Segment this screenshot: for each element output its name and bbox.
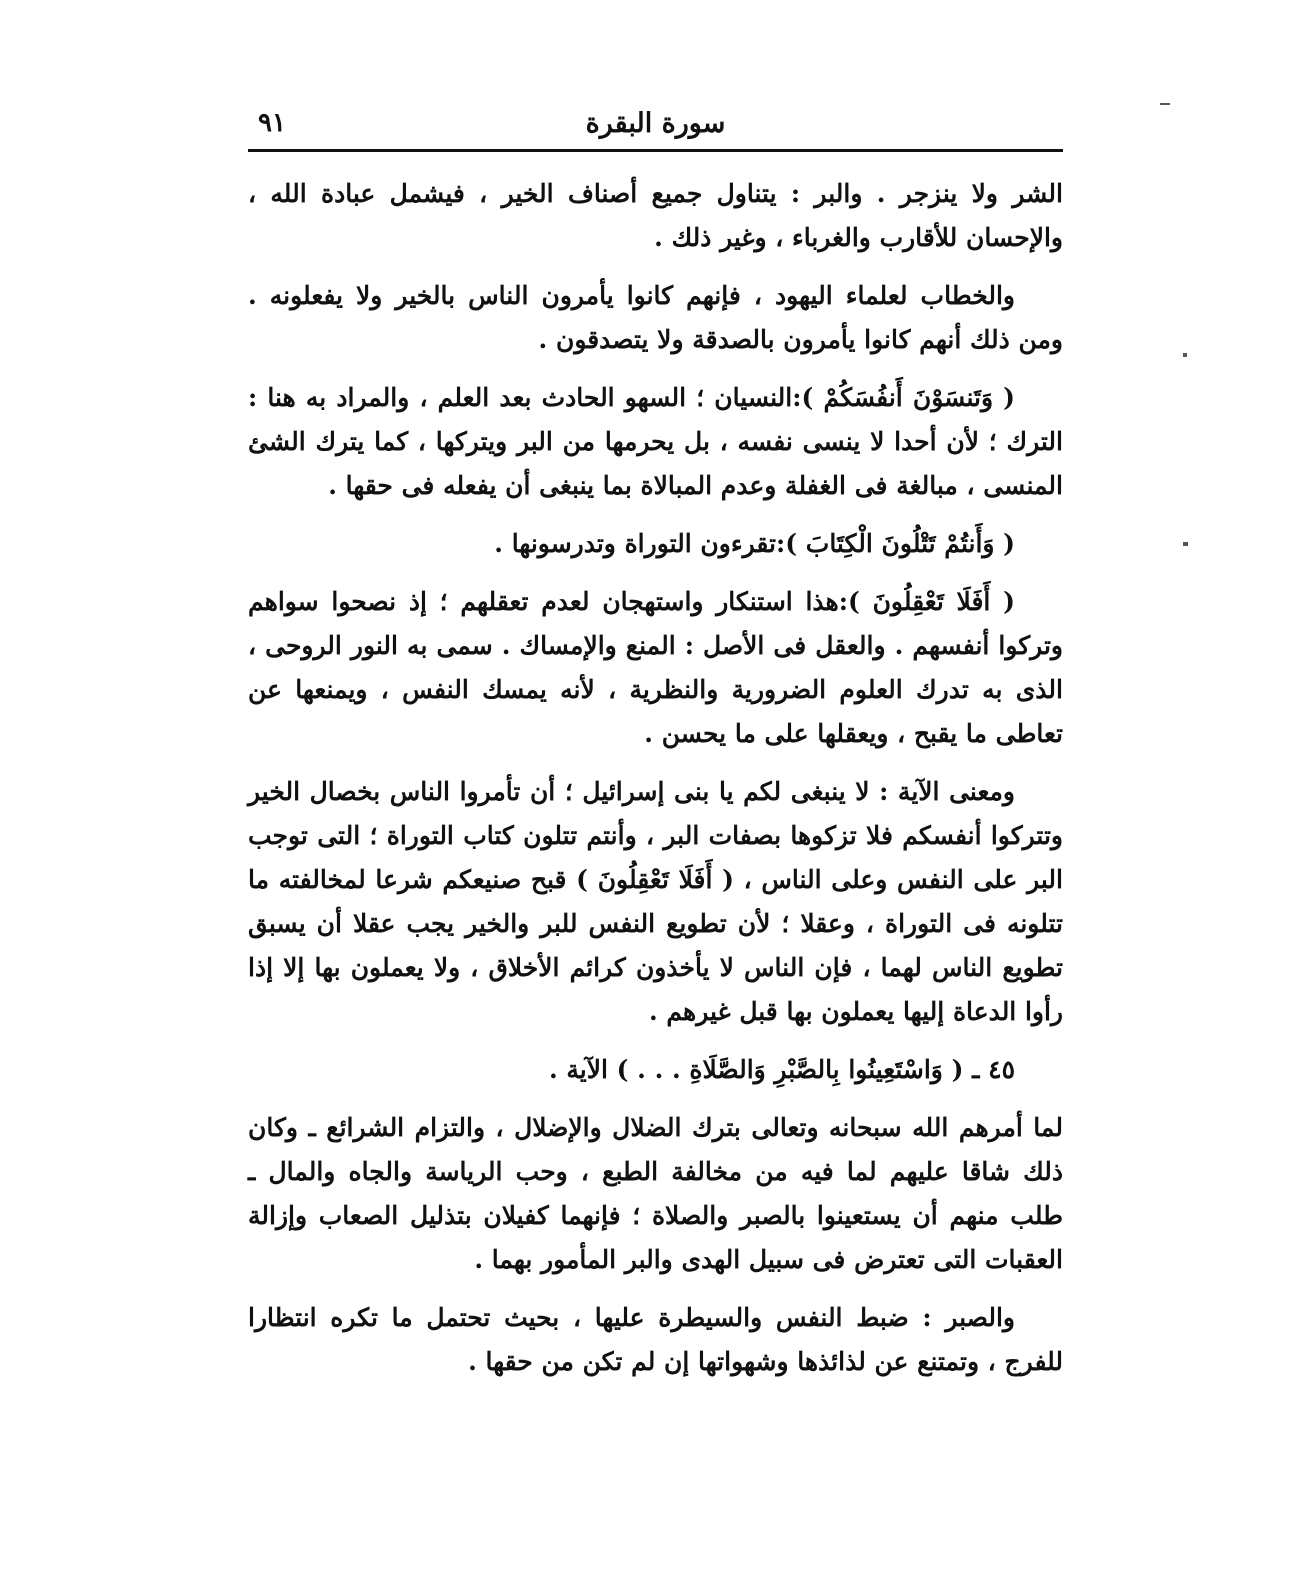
paragraph-1: الشر ولا ينزجر . والبر : يتناول جميع أصناف الخير ، فيشمل عبادة الله ، والإحسان للأقارب والغرباء ، وغير ذلك . bbox=[248, 179, 1063, 252]
quran-quote: ( وَتَنسَوْنَ أَنفُسَكُمْ ) bbox=[801, 383, 1016, 412]
paragraph-6: ومعنى الآية : لا ينبغى لكم يا بنى إسرائيل ؛ أن تأمروا الناس بخصال الخير وتتركوا أنفسكم فلا تزكوها بصفات البر ، وأنتم تتلون كتاب التوراة ؛ التى توجب البر على النفس وعلى الناس ، ( أَفَلَا تَعْقِلُونَ ) قبح صنيعكم شرعا لمخالفته ما تتلونه فى التوراة ، وعقلا ؛ لأن تطويع النفس للبر والخير يجب عقلا أن يسبق تطويع الناس لهما ، فإن الناس لا يأخذون كرائم الأخلاق ، ولا يعملون بها إلا إذا رأوا الدعاة إليها يعملون بها قبل غيرهم . bbox=[248, 777, 1063, 1026]
paragraph-8: لما أمرهم الله سبحانه وتعالى بترك الضلال والإضلال ، والتزام الشرائع ـ وكان ذلك شاقا عليهم لما فيه من مخالفة الطبع ، وحب الرياسة والجاه والمال ـ طلب منهم أن يستعينوا بالصبر والصلاة ؛ فإنهما كفيلان بتذليل الصعاب وإزالة العقبات التى تعترض فى سبيل الهدى والبر المأمور بهما . bbox=[248, 1113, 1063, 1274]
paragraph-5: ( أَفَلَا تَعْقِلُونَ ):هذا استنكار واستهجان لعدم تعقلهم ؛ إذ نصحوا سواهم وتركوا أنفسهم . والعقل فى الأصل : المنع والإمساك . سمى به النور الروحى ، الذى به تدرك العلوم الضرورية والنظرية ، لأنه يمسك النفس ، ويمنعها عن تعاطى ما يقبح ، ويعقلها على ما يحسن . bbox=[248, 587, 1063, 748]
page-number: ٩١ bbox=[258, 108, 286, 138]
paragraph-9: والصبر : ضبط النفس والسيطرة عليها ، بحيث تحتمل ما تكره انتظارا للفرج ، وتمتنع عن لذائذها وشهواتها إن لم تكن من حقها . bbox=[248, 1303, 1063, 1376]
header-rule bbox=[248, 149, 1063, 152]
quran-quote: ( أَفَلَا تَعْقِلُونَ ) bbox=[847, 587, 1015, 616]
body-text bbox=[248, 172, 1063, 1398]
running-title: سورة البقرة bbox=[585, 108, 726, 139]
paragraph-2: والخطاب لعلماء اليهود ، فإنهم كانوا يأمرون الناس بالخير ولا يفعلونه . ومن ذلك أنهم كانوا يأمرون بالصدقة ولا يتصدقون . bbox=[248, 281, 1063, 354]
scan-speck bbox=[1183, 353, 1187, 357]
verse-heading: ٤٥ ـ ( وَاسْتَعِينُوا بِالصَّبْرِ وَالصَّلَاةِ . . . ) الآية . bbox=[548, 1055, 1015, 1084]
paragraph-3: ( وَتَنسَوْنَ أَنفُسَكُمْ ):النسيان ؛ السهو الحادث بعد العلم ، والمراد به هنا : الترك ؛ لأن أحدا لا ينسى نفسه ، بل يحرمها من البر ويتركها ، كما يترك الشئ المنسى ، مبالغة فى الغفلة وعدم المبالاة بما ينبغى أن يفعله فى حقها . bbox=[248, 383, 1063, 500]
scan-speck bbox=[1183, 542, 1188, 546]
scan-speck bbox=[1160, 103, 1170, 105]
paragraph-4: ( وَأَنتُمْ تَتْلُونَ الْكِتَابَ ):تقرءون التوراة وتدرسونها . bbox=[494, 529, 1015, 558]
quran-quote: ( وَأَنتُمْ تَتْلُونَ الْكِتَابَ ) bbox=[785, 529, 1015, 558]
page-header bbox=[248, 108, 1063, 148]
